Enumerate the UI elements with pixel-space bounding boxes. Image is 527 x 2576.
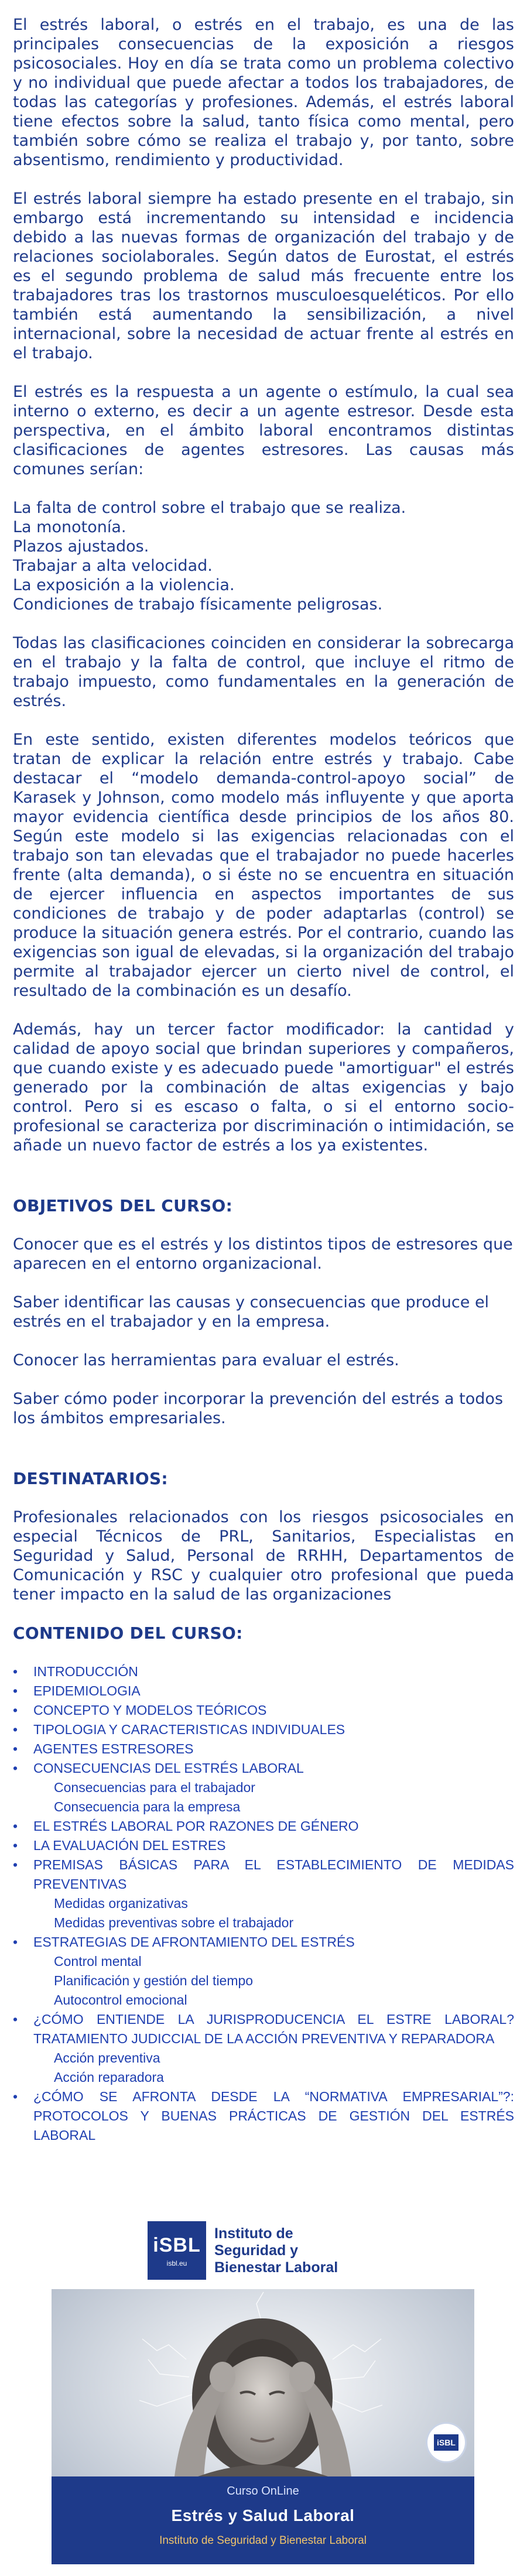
contents-item: • PREMISAS BÁSICAS PARA EL ESTABLECIMIENTO DE MEDIDAS PREVENTIVAS xyxy=(13,1855,514,1894)
cause-item: La falta de control sobre el trabajo que se realiza. xyxy=(13,499,406,517)
contents-subitem: Autocontrol emocional xyxy=(54,1992,187,2008)
objective-item: Saber cómo poder incorporar la prevención del estrés a todos los ámbitos empresariales. xyxy=(13,1390,504,1427)
logo-line: Seguridad y xyxy=(214,2242,299,2259)
logo-mark xyxy=(148,2221,206,2280)
cause-item: Trabajar a alta velocidad. xyxy=(13,557,213,575)
contents-subitem: Acción reparadora xyxy=(54,2070,164,2085)
body-paragraph: Todas las clasificaciones coinciden en considerar la sobrecarga en el trabajo y la falta de control, que incluye el ritmo de trabajo impuesto, como fundamentales en la generación de estrés. xyxy=(13,634,514,710)
logo-mark-text: iSBL xyxy=(153,2234,201,2256)
logo-web-text: isbl.eu xyxy=(166,2259,187,2267)
contents-item: • CONCEPTO Y MODELOS TEÓRICOS xyxy=(13,1701,514,1720)
institute-name: Instituto de Seguridad y Bienestar Laboral xyxy=(159,2534,367,2547)
audience-text: Profesionales relacionados con los riesgos psicosociales en especial Técnicos de PRL, Sanitarios, Especialistas en Seguridad y Salud, Personal de RRHH, Departamentos de Comunicación y RSC y cualquier otro profesional que pueda tener impacto en la salud de las organizaciones xyxy=(13,1508,514,1604)
cause-item: La exposición a la violencia. xyxy=(13,576,235,594)
contents-heading: CONTENIDO DEL CURSO: xyxy=(13,1623,243,1643)
body-paragraph: En este sentido, existen diferentes modelos teóricos que tratan de explicar la relación entre estrés y trabajo. Cabe destacar el “modelo demanda-control-apoyo social” de Karasek y Johnson, como modelo más influyente y que aporta mayor evidencia científica desde principios de los años 80. Según este modelo si las exigencias relacionadas con el trabajo son tan elevadas que el trabajador no puede hacerles frente (alta demanda), o si éste no se encuentra en situación de ejercer influencia en aspectos importantes de sus condiciones de trabajo y de poder adaptarlas (control) se produce la situación genera estrés. Por el contrario, cuando las exigencias son igual de elevadas, si la organización del trabajo permite al trabajador ejercer un cierto nivel de control, el resultado de la combinación es un desafío. xyxy=(13,731,514,1000)
objective-item: Conocer las herramientas para evaluar el estrés. xyxy=(13,1351,399,1369)
logo-line: Bienestar Laboral xyxy=(214,2259,338,2276)
intro-paragraph: El estrés es la respuesta a un agente o estímulo, la cual sea interno o externo, es decir a un agente estresor. Desde esta perspectiva, en el ámbito laboral encontramos distintas clasificaciones de agentes estresores. Las causas más comunes serían: xyxy=(13,383,514,478)
audience-heading: DESTINATARIOS: xyxy=(13,1469,168,1488)
body-paragraph: Además, hay un tercer factor modificador: la cantidad y calidad de apoyo social que brindan superiores y compañeros, que cuando existe y es adecuado puede "amortiguar" el estrés generado por la combinación de altas exigencias y bajo control. Pero si es escaso o falta, o si el entorno socio-profesional se caracteriza por discriminación o intimidación, se añade un nuevo factor de estrés a los ya existentes. xyxy=(13,1020,514,1155)
contents-item: • EPIDEMIOLOGIA xyxy=(13,1681,514,1701)
contents-item: • TIPOLOGIA Y CARACTERISTICAS INDIVIDUALES xyxy=(13,1720,514,1739)
isbl-badge xyxy=(427,2424,465,2461)
intro-paragraph: El estrés laboral, o estrés en el trabajo, es una de las principales consecuencias de la exposición a riesgos psicosociales. Hoy en día se trata como un problema colectivo y no individual que puede afectar a todos los trabajadores, de todas las categorías y profesiones. Además, el estrés laboral tiene efectos sobre la salud, tanto física como mental, pero también sobre cómo se realiza el trabajo y, por tanto, sobre absentismo, rendimiento y productividad. xyxy=(13,16,514,169)
cause-item: La monotonía. xyxy=(13,518,126,536)
intro-paragraph: El estrés laboral siempre ha estado presente en el trabajo, sin embargo está incrementando su intensidad e incidencia debido a las nuevas formas de organización del trabajo y de relaciones sociolaborales. Según datos de Eurostat, el estrés es el segundo problema de salud más frecuente entre los trabajadores tras los trastornos musculoesqueléticos. Por ello también está aumentando la sensibilización, a nivel internacional, sobre la necesidad de actuar frente al estrés en el trabajo. xyxy=(13,190,514,362)
badge-text: iSBL xyxy=(434,2434,458,2451)
contents-subitem: Control mental xyxy=(54,1954,142,1969)
contents-item: • EL ESTRÉS LABORAL POR RAZONES DE GÉNERO xyxy=(13,1817,514,1836)
contents-item: • INTRODUCCIÓN xyxy=(13,1662,514,1681)
contents-subitem: Planificación y gestión del tiempo xyxy=(54,1973,254,1988)
course-kind: Curso OnLine xyxy=(227,2485,299,2498)
contents-subitem: Medidas organizativas xyxy=(54,1896,188,1911)
logo-wordmark xyxy=(214,2225,338,2276)
contents-list xyxy=(13,1662,514,2145)
banner-footer xyxy=(52,2476,474,2564)
objectives-heading: OBJETIVOS DEL CURSO: xyxy=(13,1196,233,1215)
course-banner xyxy=(52,2289,474,2564)
contents-subitem: Consecuencia para la empresa xyxy=(54,1799,241,1814)
objective-item: Conocer que es el estrés y los distintos tipos de estresores que aparecen en el entorno organizacional. xyxy=(13,1235,513,1273)
objective-item: Saber identificar las causas y consecuencias que produce el estrés en el trabajador y en la empresa. xyxy=(13,1293,490,1331)
contents-subitem: Consecuencias para el trabajador xyxy=(54,1780,255,1795)
contents-subitem: Medidas preventivas sobre el trabajador xyxy=(54,1915,294,1930)
logo-line: Instituto de xyxy=(214,2225,293,2242)
cause-item: Condiciones de trabajo físicamente peligrosas. xyxy=(13,595,383,614)
contents-item: • ESTRATEGIAS DE AFRONTAMIENTO DEL ESTRÉS xyxy=(13,1933,514,1952)
course-title: Estrés y Salud Laboral xyxy=(171,2506,355,2524)
contents-item: • AGENTES ESTRESORES xyxy=(13,1739,514,1759)
causes-list xyxy=(13,498,514,614)
isbl-logo xyxy=(148,2219,382,2282)
contents-item: • ¿CÓMO SE AFRONTA DESDE LA “NORMATIVA EMPRESARIAL”?: PROTOCOLOS Y BUENAS PRÁCTICAS DE GESTIÓN DEL ESTRÉS LABORAL xyxy=(13,2087,514,2145)
contents-item: • LA EVALUACIÓN DEL ESTRES xyxy=(13,1836,514,1855)
contents-item: • CONSECUENCIAS DEL ESTRÉS LABORAL xyxy=(13,1759,514,1778)
contents-subitem: Acción preventiva xyxy=(54,2050,160,2065)
cause-item: Plazos ajustados. xyxy=(13,537,149,556)
contents-item: • ¿CÓMO ENTIENDE LA JURISPRODUCENCIA EL ESTRE LABORAL?TRATAMIENTO JUDICCIAL DE LA ACCIÓN PREVENTIVA Y REPARADORA xyxy=(13,2010,514,2049)
